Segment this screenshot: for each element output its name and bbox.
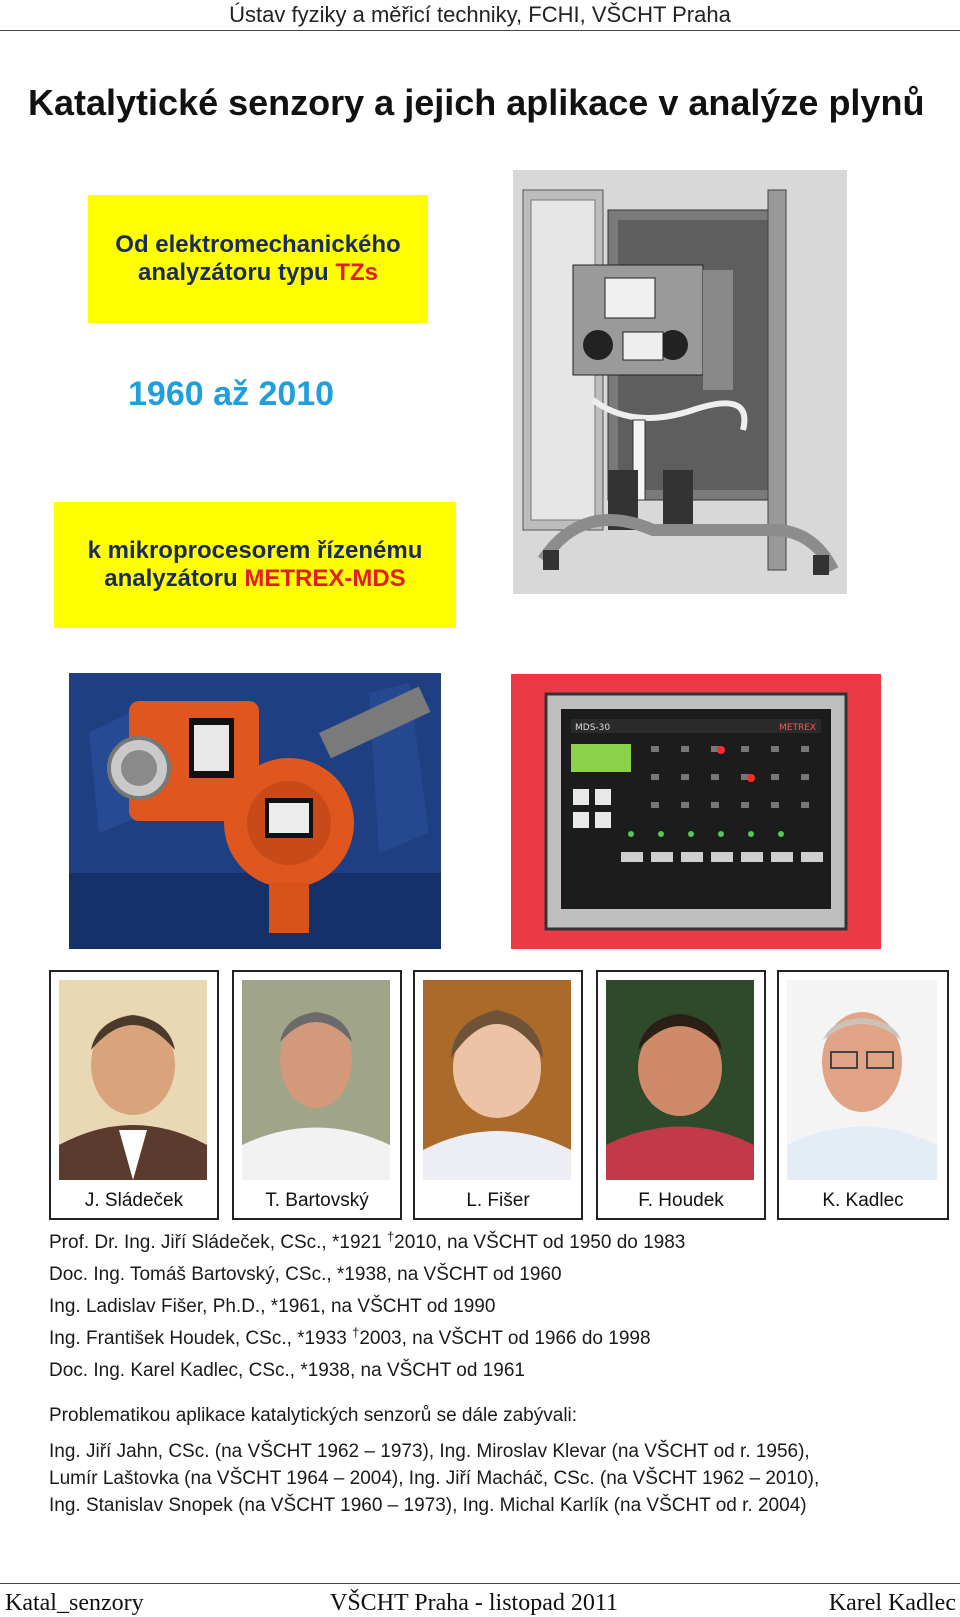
bio-line-sladecek: Prof. Dr. Ing. Jiří Sládeček, CSc., *1921 †2010, na VŠCHT od 1950 do 1983 — [49, 1229, 686, 1253]
bio-line-bartovsky: Doc. Ing. Tomáš Bartovský, CSc., *1938, na VŠCHT od 1960 — [49, 1264, 562, 1285]
metrex-label: METREX-MDS — [244, 565, 406, 592]
box-bottom-line2: analyzátoru METREX-MDS — [104, 565, 406, 592]
year-range: 1960 až 2010 — [128, 375, 335, 413]
portrait-card — [232, 970, 402, 1220]
others-line-3: Ing. Stanislav Snopek (na VŠCHT 1960 – 1973), Ing. Michal Karlík (na VŠCHT od r. 2004) — [49, 1495, 807, 1516]
portrait-photo — [423, 980, 571, 1180]
footer-left: Katal_senzory — [5, 1590, 144, 1616]
tzs-analyzer-photo — [513, 170, 847, 594]
footer-rule — [0, 1583, 960, 1584]
others-line-1: Ing. Jiří Jahn, CSc. (na VŠCHT 1962 – 1973), Ing. Miroslav Klevar (na VŠCHT od r. 1956), — [49, 1441, 810, 1462]
sensor-heads-photo — [69, 673, 441, 949]
footer-center: VŠCHT Praha - listopad 2011 — [330, 1590, 618, 1616]
person-name: L. Fišer — [466, 1190, 530, 1211]
metrex-mds-photo — [511, 674, 881, 949]
portrait-card — [596, 970, 766, 1220]
bio-line-houdek: Ing. František Houdek, CSc., *1933 †2003, na VŠCHT od 1966 do 1998 — [49, 1325, 651, 1349]
dagger-symbol: † — [352, 1325, 360, 1340]
person-name: J. Sládeček — [84, 1190, 184, 1211]
box-bottom-line1: k mikroprocesorem řízenému — [87, 537, 423, 564]
tzs-label: TZs — [335, 259, 379, 286]
box-top-line2: analyzátoru typu TZs — [137, 259, 379, 286]
others-intro: Problematikou aplikace katalytických senzorů se dále zabývali: — [49, 1405, 578, 1426]
portrait-photo — [606, 980, 754, 1180]
bio-line-fiser: Ing. Ladislav Fišer, Ph.D., *1961, na VŠCHT od 1990 — [49, 1296, 496, 1317]
others-line-2: Lumír Laštovka (na VŠCHT 1964 – 2004), Ing. Jiří Macháč, CSc. (na VŠCHT 1962 – 2010), — [49, 1468, 820, 1489]
portrait-card — [413, 970, 583, 1220]
person-name: T. Bartovský — [265, 1190, 369, 1211]
highlight-box-target — [54, 502, 456, 628]
box-top-line1: Od elektromechanického — [115, 231, 401, 258]
person-name: K. Kadlec — [822, 1190, 904, 1211]
page-header: Ústav fyziky a měřicí techniky, FCHI, VŠCHT Praha — [229, 2, 731, 27]
dagger-symbol: † — [386, 1229, 395, 1244]
person-name: F. Houdek — [638, 1190, 724, 1211]
footer-right: Karel Kadlec — [828, 1590, 956, 1616]
bio-line-kadlec: Doc. Ing. Karel Kadlec, CSc., *1938, na VŠCHT od 1961 — [49, 1360, 525, 1381]
highlight-box-origin — [88, 195, 428, 323]
portrait-card — [49, 970, 219, 1220]
header-rule — [0, 30, 960, 31]
portrait-photo — [242, 980, 390, 1180]
metrex-brand-text: METREX — [779, 723, 817, 733]
portrait-card — [777, 970, 949, 1220]
portrait-photo — [787, 980, 937, 1180]
metrex-model-text: MDS-30 — [575, 723, 611, 733]
page-title: Katalytické senzory a jejich aplikace v analýze plynů — [28, 82, 925, 123]
portrait-photo — [59, 980, 207, 1180]
